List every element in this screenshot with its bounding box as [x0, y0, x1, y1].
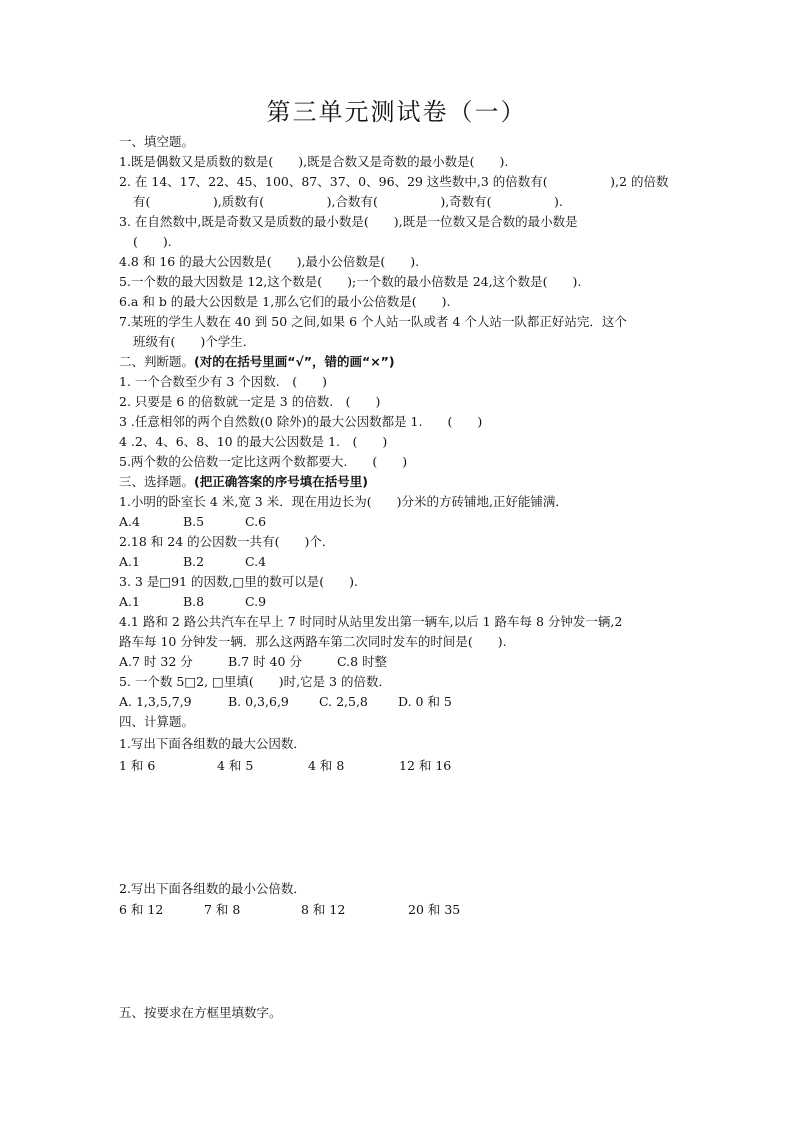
- question-2-2: 2. 只要是 6 的倍数就一定是 3 的倍数. ( ): [119, 394, 381, 409]
- question-3-5: 5. 一个数 5□2, □里填( )时,它是 3 的倍数．: [119, 674, 391, 689]
- option-a: A. 1,3,5,7,9: [119, 694, 192, 709]
- question-3-3-options: [119, 592, 679, 612]
- option-a: A.1: [119, 594, 140, 609]
- page-title: 第三单元测试卷（一）: [266, 98, 527, 126]
- option-b: B. 0,3,6,9: [228, 694, 289, 709]
- question-1-2: 2. 在 14、17、22、45、100、87、37、0、96、29 这些数中,3 的倍数有( ),2 的倍数: [119, 174, 669, 189]
- option-a: A.4: [119, 514, 140, 529]
- question-2-1: 1. 一个合数至少有 3 个因数. ( ): [119, 374, 328, 389]
- question-1-1: 1.既是偶数又是质数的数是( ),既是合数又是奇数的最小数是( ).: [119, 154, 509, 169]
- option-c: C. 2,5,8: [319, 694, 368, 709]
- question-4-2-items: [119, 900, 679, 920]
- option-c: C.4: [245, 554, 267, 569]
- question-3-2: 2.18 和 24 的公因数一共有( )个．: [119, 534, 335, 549]
- question-1-7-continued: 班级有( )个学生．: [133, 334, 256, 349]
- section-3-heading: [119, 472, 679, 492]
- question-3-1-options: [119, 512, 679, 532]
- question-4-1-items: [119, 756, 679, 776]
- question-1-5: 5.一个数的最大因数是 12,这个数是( );一个数的最小倍数是 24,这个数是( ).: [119, 274, 582, 289]
- section-3-heading-label: 三、选择题。: [119, 474, 195, 489]
- question-3-5-options: [119, 692, 679, 712]
- option-c: C.8 时整: [337, 654, 388, 669]
- lcm-item: 20 和 35: [408, 902, 461, 917]
- section-5-heading: 五、按要求在方框里填数字。: [119, 1005, 282, 1020]
- section-4-heading: 四、计算题。: [119, 714, 195, 729]
- option-a: A.7 时 32 分: [119, 654, 193, 669]
- question-1-6: 6.a 和 b 的最大公因数是 1,那么它们的最小公倍数是( ).: [119, 294, 451, 309]
- lcm-item: 7 和 8: [204, 902, 241, 917]
- section-3-instruction: (把正确答案的序号填在括号里): [194, 474, 368, 489]
- question-1-7: 7.某班的学生人数在 40 到 50 之间,如果 6 个人站一队或者 4 个人站一队都正好站完．这个: [119, 314, 627, 329]
- option-c: C.6: [245, 514, 267, 529]
- question-2-5: 5.两个数的公倍数一定比这两个数都要大. ( ): [119, 454, 408, 469]
- option-d: D. 0 和 5: [398, 694, 452, 709]
- question-2-3: 3 .任意相邻的两个自然数(0 除外)的最大公因数都是 1. ( ): [119, 414, 483, 429]
- option-b: B.7 时 40 分: [228, 654, 302, 669]
- section-2-instruction: (对的在括号里画“√”，错的画“×”): [194, 354, 395, 369]
- question-1-4: 4.8 和 16 的最大公因数是( ),最小公倍数是( ).: [119, 254, 420, 269]
- gcd-item: 12 和 16: [399, 758, 452, 773]
- lcm-item: 6 和 12: [119, 902, 164, 917]
- option-b: B.5: [183, 514, 205, 529]
- option-a: A.1: [119, 554, 140, 569]
- gcd-item: 4 和 5: [217, 758, 254, 773]
- gcd-item: 1 和 6: [119, 758, 156, 773]
- section-2-heading-label: 二、判断题。: [119, 354, 195, 369]
- question-1-3: 3. 在自然数中,既是奇数又是质数的最小数是( ),既是一位数又是合数的最小数是: [119, 214, 578, 229]
- question-3-4: 4.1 路和 2 路公共汽车在早上 7 时同时从站里发出第一辆车,以后 1 路车每 8 分钟发一辆,2: [119, 614, 623, 629]
- question-3-2-options: [119, 552, 679, 572]
- question-3-1: 1.小明的卧室长 4 米,宽 3 米．现在用边长为( )分米的方砖铺地,正好能铺满．: [119, 494, 568, 509]
- question-4-2: 2.写出下面各组数的最小公倍数．: [119, 881, 306, 896]
- question-3-3: 3. 3 是□91 的因数,□里的数可以是( ).: [119, 574, 359, 589]
- gcd-item: 4 和 8: [308, 758, 345, 773]
- section-2-heading: [119, 352, 679, 372]
- option-b: B.2: [183, 554, 205, 569]
- section-1-heading: 一、填空题。: [119, 134, 195, 149]
- question-3-4-options: [119, 652, 679, 672]
- option-c: C.9: [245, 594, 267, 609]
- lcm-item: 8 和 12: [301, 902, 346, 917]
- question-4-1: 1.写出下面各组数的最大公因数．: [119, 736, 306, 751]
- option-b: B.8: [183, 594, 205, 609]
- question-3-4-continued: 路车每 10 分钟发一辆．那么这两路车第二次同时发车的时间是( ).: [119, 634, 507, 649]
- question-1-2-continued: 有( ),质数有( ),合数有( ),奇数有( ).: [133, 194, 563, 209]
- question-2-4: 4 .2、4、6、8、10 的最大公因数是 1. ( ): [119, 434, 388, 449]
- question-1-3-continued: ( ).: [133, 234, 172, 249]
